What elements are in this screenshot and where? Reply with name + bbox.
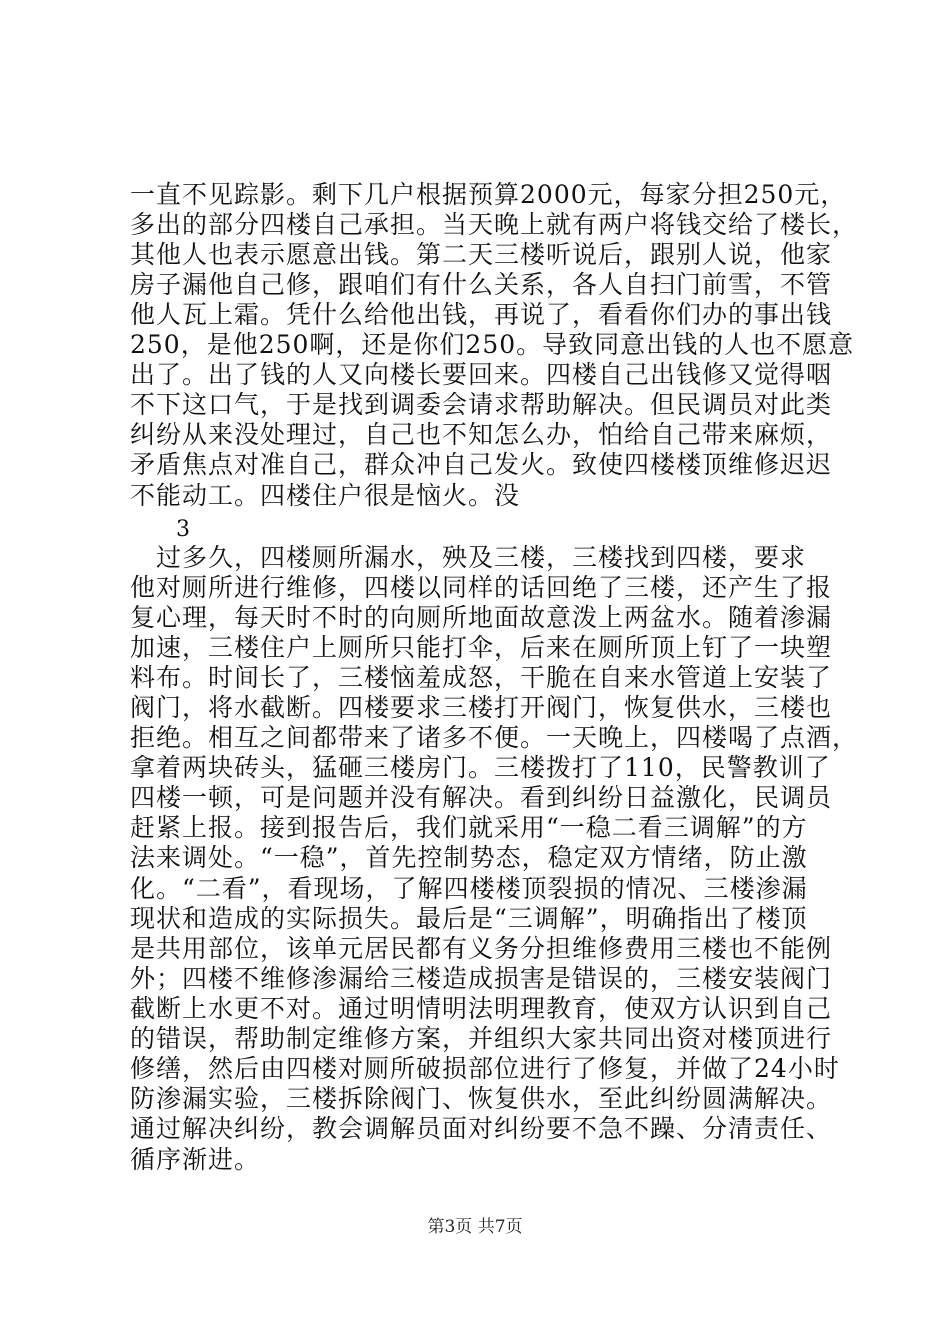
paragraph-2-line: 他对厕所进行维修，四楼以同样的话回绝了三楼，还产生了报 bbox=[130, 573, 833, 602]
page-footer: 第3页 共7页 bbox=[427, 1217, 523, 1237]
paragraph-2-line: 截断上水更不对。通过明情明法明理教育，使双方认识到自己 bbox=[130, 994, 833, 1023]
paragraph-2-line: 赶紧上报。接到报告后，我们就采用“一稳二看三调解”的方 bbox=[130, 813, 808, 842]
paragraph-1-line: 他人瓦上霜。凭什么给他出钱，再说了，看看你们办的事出钱 bbox=[130, 300, 833, 329]
paragraph-2-line: 是共用部位，该单元居民都有义务分担维修费用三楼也不能例 bbox=[130, 934, 833, 963]
paragraph-1-line: 出了。出了钱的人又向楼长要回来。四楼自己出钱修又觉得咽 bbox=[130, 360, 833, 389]
paragraph-1-line: 250，是他250啊，还是你们250。导致同意出钱的人也不愿意 bbox=[130, 330, 855, 359]
paragraph-2-line: 料布。时间长了，三楼恼羞成怒，干脆在自来水管道上安装了 bbox=[130, 663, 833, 692]
paragraph-1-line: 房子漏他自己修，跟咱们有什么关系，各人自扫门前雪，不管 bbox=[130, 270, 833, 299]
paragraph-2-line: 加速，三楼住户上厕所只能打伞，后来在厕所顶上钉了一块塑 bbox=[130, 633, 833, 662]
paragraph-1-line: 其他人也表示愿意出钱。第二天三楼听说后，跟别人说，他家 bbox=[130, 240, 833, 269]
paragraph-1-line: 不下这口气，于是找到调委会请求帮助解决。但民调员对此类 bbox=[130, 390, 833, 419]
paragraph-2-line: 复心理，每天时不时的向厕所地面故意泼上两盆水。随着渗漏 bbox=[130, 603, 833, 632]
paragraph-2-line: 现状和造成的实际损失。最后是“三调解”，明确指出了楼顶 bbox=[130, 904, 808, 933]
paragraph-1-line: 不能动工。四楼住户很是恼火。没 bbox=[130, 481, 521, 510]
paragraph-2-line: 过多久，四楼厕所漏水，殃及三楼，三楼找到四楼，要求 bbox=[130, 543, 807, 572]
paragraph-2-line: 修缮，然后由四楼对厕所破损部位进行了修复，并做了24小时 bbox=[130, 1054, 840, 1083]
paragraph-2-line: 法来调处。“一稳”，首先控制势态，稳定双方情绪，防止激 bbox=[130, 843, 808, 872]
paragraph-2-line: 的错误，帮助制定维修方案，并组织大家共同出资对楼顶进行 bbox=[130, 1024, 833, 1053]
paragraph-2-line: 阀门，将水截断。四楼要求三楼打开阀门，恢复供水，三楼也 bbox=[130, 693, 833, 722]
paragraph-1-line: 一直不见踪影。剩下几户根据预算2000元，每家分担250元， bbox=[130, 180, 847, 209]
paragraph-2-line: 四楼一顿，可是问题并没有解决。看到纠纷日益激化，民调员 bbox=[130, 783, 833, 812]
page-marker: 3 bbox=[176, 517, 190, 542]
paragraph-2-line: 通过解决纠纷，教会调解员面对纠纷要不急不躁、分清责任、 bbox=[130, 1114, 833, 1143]
paragraph-2-line: 拿着两块砖头，猛砸三楼房门。三楼拨打了110，民警教训了 bbox=[130, 753, 831, 782]
paragraph-2-line: 循序渐进。 bbox=[130, 1145, 261, 1174]
paragraph-1-line: 多出的部分四楼自己承担。当天晚上就有两户将钱交给了楼长， bbox=[130, 210, 859, 239]
paragraph-2-line: 化。“二看”，看现场，了解四楼楼顶裂损的情况、三楼渗漏 bbox=[130, 874, 808, 903]
paragraph-2-line: 防渗漏实验，三楼拆除阀门、恢复供水，至此纠纷圆满解决。 bbox=[130, 1084, 833, 1113]
paragraph-1-line: 矛盾焦点对准自己，群众冲自己发火。致使四楼楼顶维修迟迟 bbox=[130, 450, 833, 479]
paragraph-2-line: 拒绝。相互之间都带来了诸多不便。一天晚上，四楼喝了点酒， bbox=[130, 723, 859, 752]
paragraph-2-line: 外；四楼不维修渗漏给三楼造成损害是错误的，三楼安装阀门 bbox=[130, 964, 833, 993]
paragraph-1-line: 纠纷从来没处理过，自己也不知怎么办，怕给自己带来麻烦， bbox=[130, 420, 833, 449]
